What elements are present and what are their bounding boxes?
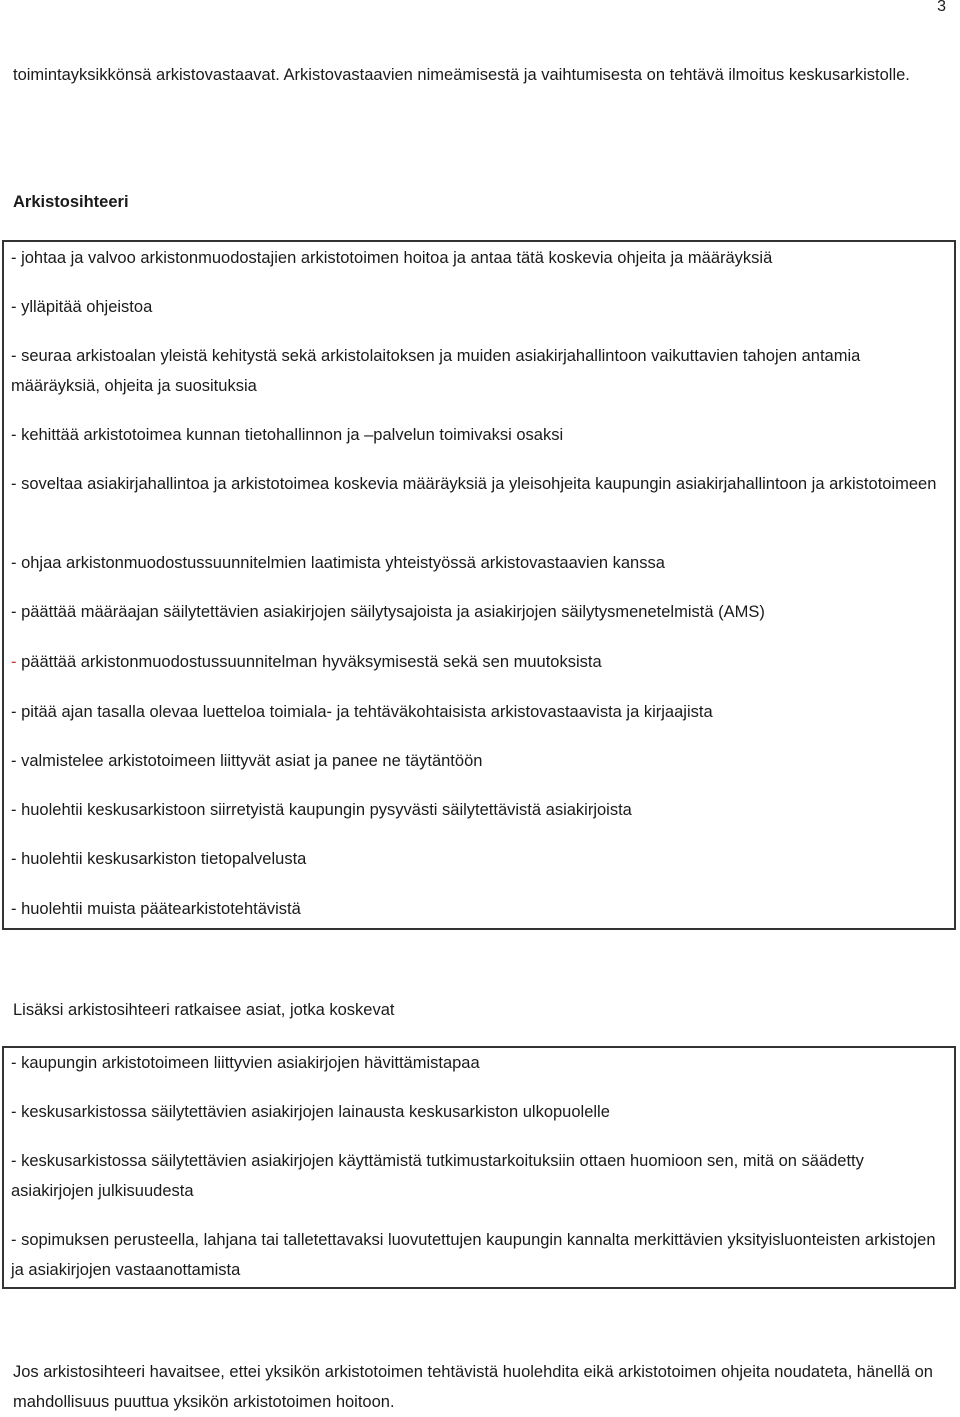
intro-paragraph: toimintayksikkönsä arkistovastaavat. Arkistovastaavien nimeämisestä ja vaihtumisesta on tehtävä ilmoitus keskusarkistolle. [13, 66, 910, 84]
closing-paragraph: Jos arkistosihteeri havaitsee, ettei yksikön arkistotoimen tehtävistä huolehdita eikä arkistotoimen ohjeita noudateta, hänellä on mahdollisuus puuttua yksikön arkistotoimen hoitoon. [13, 1363, 933, 1411]
matter-item: - keskusarkistossa säilytettävien asiakirjojen lainausta keskusarkiston ulkopuolelle [11, 1103, 610, 1121]
duty-item: - huolehtii keskusarkiston tietopalvelusta [11, 850, 307, 868]
red-dash: - [11, 653, 22, 671]
duty-item: - huolehtii muista päätearkistotehtävistä [11, 900, 301, 918]
duty-item: - ohjaa arkistonmuodostussuunnitelmien laatimista yhteistyössä arkistovastaavien kanssa [11, 554, 665, 572]
matter-item: - keskusarkistossa säilytettävien asiakirjojen käyttämistä tutkimustarkoituksiin ottaen huomioon sen, mitä on säädetty asiakirjojen julkisuudesta [11, 1152, 864, 1200]
duty-item: - seuraa arkistoalan yleistä kehitystä sekä arkistolaitoksen ja muiden asiakirjahallintoon vaikuttavien tahojen antamia määräyksiä, ohjeita ja suosituksia [11, 347, 861, 395]
duty-item-text: päättää arkistonmuodostussuunnitelman hyväksymisestä sekä sen muutoksista [21, 653, 602, 671]
duty-item [11, 647, 941, 677]
duty-item: - kehittää arkistotoimea kunnan tietohallinnon ja –palvelun toimivaksi osaksi [11, 426, 564, 444]
duty-item: - päättää määräajan säilytettävien asiakirjojen säilytysajoista ja asiakirjojen säilytysmenetelmistä (AMS) [11, 603, 765, 621]
duty-item: - huolehtii keskusarkistoon siirretyistä kaupungin pysyvästi säilytettävistä asiakirjoista [11, 801, 632, 819]
section-heading-arkistosihteeri: Arkistosihteeri [13, 193, 129, 211]
matter-item: - sopimuksen perusteella, lahjana tai talletettavaksi luovutettujen kaupungin kannalta merkittävien yksityisluonteisten arkistojen ja asiakirjojen vastaanottamista [11, 1231, 936, 1279]
matter-item: - kaupungin arkistotoimeen liittyvien asiakirjojen hävittämistapaa [11, 1054, 480, 1072]
section2-intro: Lisäksi arkistosihteeri ratkaisee asiat, jotka koskevat [13, 1001, 395, 1019]
page-number: 3 [937, 0, 946, 15]
duty-item: - soveltaa asiakirjahallintoa ja arkistotoimea koskevia määräyksiä ja yleisohjeita kaupungin asiakirjahallintoon ja arkistotoimeen [11, 475, 937, 493]
duty-item: - valmistelee arkistotoimeen liittyvät asiat ja panee ne täytäntöön [11, 752, 483, 770]
duty-item: - pitää ajan tasalla olevaa luetteloa toimiala- ja tehtäväkohtaisista arkistovastaavista ja kirjaajista [11, 703, 713, 721]
duty-item: - johtaa ja valvoo arkistonmuodostajien arkistotoimen hoitoa ja antaa tätä koskevia ohjeita ja määräyksiä [11, 249, 773, 267]
duty-item: - ylläpitää ohjeistoa [11, 298, 153, 316]
